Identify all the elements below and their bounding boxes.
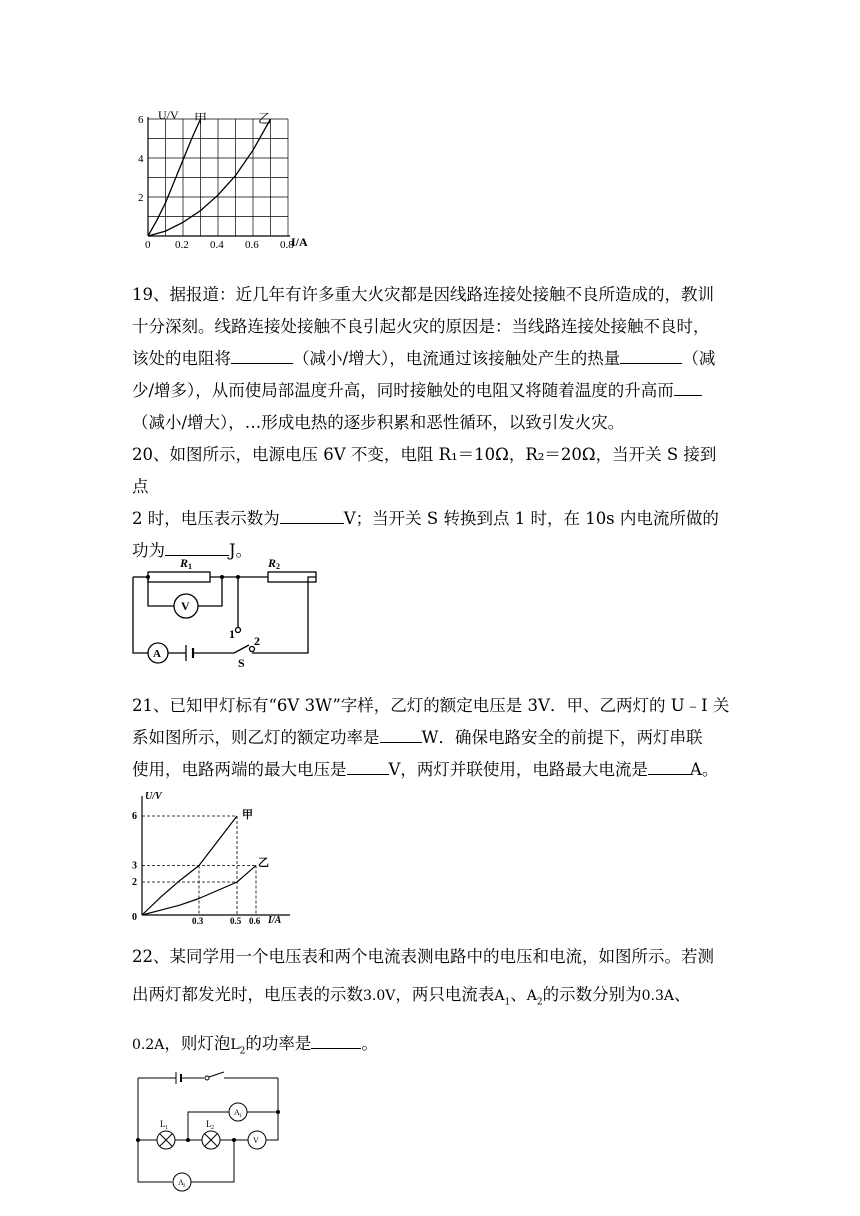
q19-line5: （减小/增大），…形成电热的逐步积累和恶性循环，以致引发火灾。: [132, 413, 625, 432]
point2-label: 2: [254, 634, 260, 648]
series-label-jia: 甲: [194, 111, 208, 126]
circuit-diagram-q22: [130, 1068, 290, 1193]
v-label: V: [253, 1136, 259, 1145]
q20-line3: 功为 J。: [132, 535, 732, 567]
point1-label: 1: [229, 627, 235, 641]
answer-blank[interactable]: [311, 1030, 361, 1049]
y-tick-label: 6: [132, 811, 137, 822]
question-22: [132, 938, 732, 1071]
resistor-r1: [148, 572, 210, 582]
r1-label: R: [180, 556, 189, 570]
switch-label: S: [238, 656, 245, 670]
svg-text:2: 2: [211, 1125, 214, 1131]
x-tick-label: 0.3: [192, 916, 204, 926]
x-axis-label: I/A: [291, 235, 308, 249]
q19-line2: 十分深刻。线路连接处接触不良引起火灾的原因是：当线路连接处接触不良时，: [132, 317, 710, 336]
question-21: [132, 690, 732, 786]
chart-grid: [148, 119, 288, 236]
svg-text:1: 1: [239, 1114, 242, 1119]
ammeter-label: A: [153, 648, 161, 660]
r2-label: R: [268, 556, 277, 570]
svg-text:2: 2: [183, 1184, 186, 1189]
q22-line1: 22、某同学用一个电压表和两个电流表测电路中的电压和电流，如图所示。若测: [132, 947, 714, 966]
q21-line3: 使用，电路两端的最大电压是 V，两灯并联使用，电路最大电流是 A。: [132, 754, 732, 786]
q22-line3: 0.2A，则灯泡$L_2$的功率是 。: [132, 1025, 732, 1070]
q20-line2: 2 时，电压表示数为 V；当开关 S 转换到点 1 时，在 10s 内电流所做的: [132, 503, 732, 535]
answer-blank[interactable]: [165, 537, 229, 556]
question-20: [132, 439, 732, 567]
q20-line1: 20、如图所示，电源电压 6V 不变，电阻 R₁＝10Ω，R₂＝20Ω，当开关 S 接到点: [132, 445, 717, 496]
q22-line2: 出两灯都发光时，电压表的示数3.0V，两只电流表$A_1$、$A_2$的示数分别为0.3A、: [132, 985, 691, 1008]
svg-text:1: 1: [165, 1125, 168, 1131]
q19-line1: 19、据报道：近几年有许多重大火灾都是因线路连接处接触不良所造成的，教训: [132, 285, 714, 304]
x-tick-label: 0.6: [245, 239, 259, 251]
x-tick-label: 0.4: [210, 239, 224, 251]
q19-line3: 该处的电阻将 （减小/增大），电流通过该接触处产生的热量 （减: [132, 343, 732, 375]
answer-blank[interactable]: [347, 756, 389, 775]
x-tick-label: 0.6: [249, 916, 261, 926]
switch-blade: [209, 1072, 224, 1077]
y-tick-label: 2: [132, 877, 137, 888]
q22-number: 22、: [132, 947, 170, 966]
ui-graph-2: [128, 790, 308, 925]
ui-graph-1: [120, 105, 330, 255]
q19-line4: 少/增多），从而使局部温度升高，同时接触处的电阻又将随着温度的升高而: [132, 375, 732, 407]
q21-line1: 21、已知甲灯标有“6V 3W”字样，乙灯的额定电压是 3V．甲、乙两灯的 U﹣I 关: [132, 696, 730, 715]
r1-sub: 1: [188, 562, 192, 571]
tick-labels: [132, 811, 261, 926]
x-tick-label: 0.5: [230, 916, 242, 926]
y-axis-label: U/V: [158, 108, 179, 122]
q19-number: 19、: [132, 285, 170, 304]
question-19: [132, 279, 732, 439]
answer-blank[interactable]: [620, 345, 682, 364]
l2-label: L: [206, 1119, 212, 1129]
a2-label: A: [178, 1178, 184, 1187]
series-label-jia: 甲: [242, 809, 253, 821]
circuit-diagram-q20: [128, 555, 318, 670]
answer-blank[interactable]: [648, 756, 690, 775]
q20-number: 20、: [132, 445, 170, 464]
a1-label: A: [234, 1108, 240, 1117]
series-label-yi: 乙: [258, 857, 269, 869]
origin-label: 0: [132, 912, 137, 923]
series-label-yi: 乙: [258, 111, 272, 126]
x-axis-label: I/A: [268, 915, 282, 926]
l1-label: L: [160, 1119, 166, 1129]
y-tick-label: 4: [138, 153, 144, 165]
answer-blank[interactable]: [280, 505, 344, 524]
y-tick-label: 3: [132, 860, 137, 872]
switch-blade: [234, 645, 249, 653]
answer-blank[interactable]: [674, 377, 702, 396]
x-tick-label: 0.2: [175, 239, 189, 251]
answer-blank[interactable]: [231, 345, 293, 364]
q21-number: 21、: [132, 696, 170, 715]
x-tick-label: 0: [145, 239, 151, 251]
q21-line2: 系如图所示，则乙灯的额定功率是 W．确保电路安全的前提下，两灯串联: [132, 722, 732, 754]
y-tick-label: 6: [138, 114, 144, 126]
answer-blank[interactable]: [380, 724, 422, 743]
y-axis-label: U/V: [145, 791, 162, 802]
r2-sub: 2: [276, 562, 280, 571]
y-tick-label: 2: [138, 192, 144, 204]
voltmeter-label: V: [181, 599, 190, 613]
x-tick-label: 0.8: [280, 239, 294, 251]
